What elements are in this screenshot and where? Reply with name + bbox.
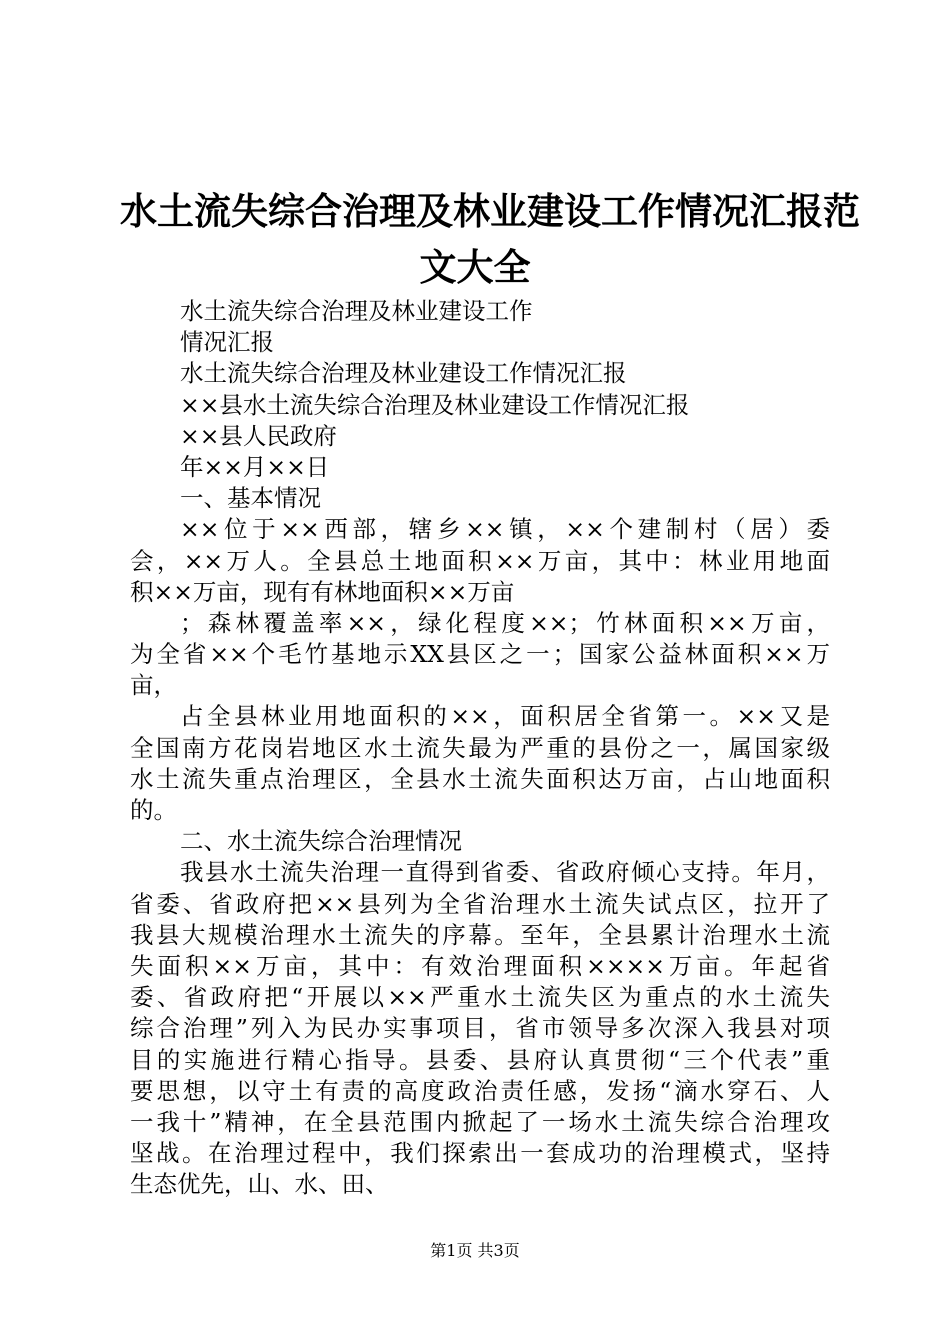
body-line: 失面积××万亩，其中：有效治理面积××××万亩。年起省 <box>130 951 830 980</box>
body-line: 省委、省政府把××县列为全省治理水土流失试点区，拉开了 <box>130 889 830 918</box>
body-line: 生态优先，山、水、田、 <box>130 1170 389 1199</box>
body-line: 全国南方花岗岩地区水土流失最为严重的县份之一，属国家级 <box>130 733 830 762</box>
body-line: 亩， <box>130 671 177 700</box>
body-line: ××县水土流失综合治理及林业建设工作情况汇报 <box>180 390 690 419</box>
body-line: 水土流失综合治理及林业建设工作 <box>180 297 533 325</box>
body-line: 目的实施进行精心指导。县委、县府认真贯彻“三个代表”重 <box>130 1045 830 1074</box>
body-line: 占全县林业用地面积的××，面积居全省第一。××又是 <box>180 702 830 731</box>
body-line: 坚战。在治理过程中，我们探索出一套成功的治理模式，坚持 <box>130 1139 830 1168</box>
body-line: 情况汇报 <box>180 328 274 357</box>
body-line: 我县大规模治理水土流失的序幕。至年，全县累计治理水土流 <box>130 920 830 949</box>
body-line: 一我十”精神，在全县范围内掀起了一场水土流失综合治理攻 <box>130 1107 830 1136</box>
section-heading: 二、水土流失综合治理情况 <box>180 827 462 856</box>
section-heading: 一、基本情况 <box>180 484 321 513</box>
body-line: 积××万亩，现有有林地面积××万亩 <box>130 577 515 606</box>
body-line: 综合治理”列入为民办实事项目，省市领导多次深入我县对项 <box>130 1014 830 1043</box>
body-line: 的。 <box>130 796 177 824</box>
body-line: ××县人民政府 <box>180 421 337 450</box>
document-title-line-1: 水土流失综合治理及林业建设工作情况汇报范 <box>120 189 860 233</box>
body-line: 年××月××日 <box>180 452 330 481</box>
document-body <box>130 296 830 1200</box>
body-line: ××位于××西部，辖乡××镇，××个建制村（居）委 <box>180 515 830 544</box>
body-line: 委、省政府把“开展以××严重水土流失区为重点的水土流失 <box>130 983 830 1012</box>
body-line: 要思想，以守土有责的高度政治责任感，发扬“滴水穿石、人 <box>130 1076 830 1105</box>
body-line: 会，××万人。全县总土地面积××万亩，其中：林业用地面 <box>130 546 830 575</box>
body-line: 我县水土流失治理一直得到省委、省政府倾心支持。年月， <box>180 858 830 887</box>
page-footer: 第1页 共3页 <box>430 1241 520 1260</box>
body-line: 为全省××个毛竹基地示XX县区之一；国家公益林面积××万 <box>130 640 830 669</box>
body-line: ；森林覆盖率××，绿化程度××；竹林面积××万亩， <box>180 608 830 637</box>
body-line: 水土流失重点治理区，全县水土流失面积达万亩，占山地面积 <box>130 764 830 793</box>
document-title-line-2: 文大全 <box>419 245 531 289</box>
body-line: 水土流失综合治理及林业建设工作情况汇报 <box>180 359 627 388</box>
